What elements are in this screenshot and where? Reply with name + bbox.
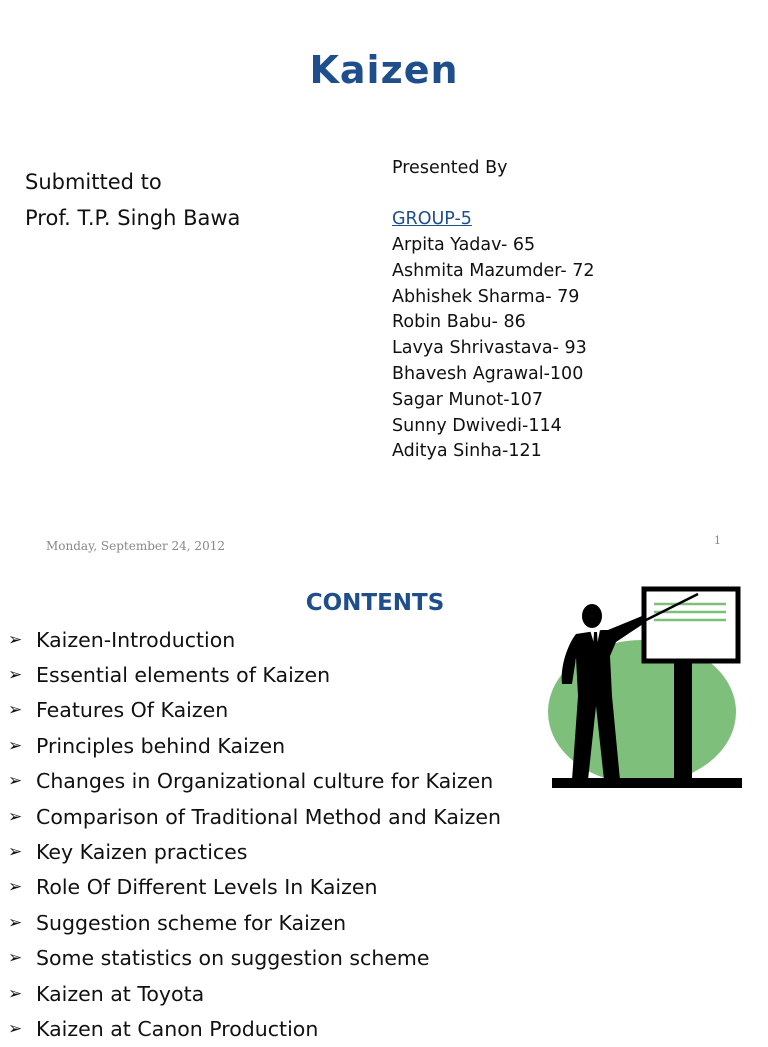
- list-item: [8, 870, 501, 905]
- list-item: [8, 728, 501, 763]
- list-item-text: Kaizen at Canon Production: [36, 1016, 319, 1041]
- list-item: [8, 905, 501, 940]
- list-item-text: Features Of Kaizen: [36, 698, 229, 723]
- list-item-text: Kaizen at Toyota: [36, 981, 205, 1006]
- list-item-text: Essential elements of Kaizen: [36, 663, 331, 688]
- presented-by-label: Presented By: [392, 158, 508, 178]
- member-item: Sunny Dwivedi-114: [392, 415, 562, 436]
- member-item: Abhishek Sharma- 79: [392, 286, 580, 307]
- arrow-bullet-icon: ➢: [8, 771, 23, 792]
- arrow-bullet-icon: ➢: [8, 700, 23, 721]
- list-item: [8, 834, 501, 869]
- list-item-text: Suggestion scheme for Kaizen: [36, 910, 347, 935]
- arrow-bullet-icon: ➢: [8, 806, 23, 827]
- member-item: Sagar Munot-107: [392, 389, 543, 410]
- member-item: Aditya Sinha-121: [392, 441, 542, 462]
- arrow-bullet-icon: ➢: [8, 877, 23, 898]
- professor-name: Prof. T.P. Singh Bawa: [25, 206, 241, 230]
- list-item: [8, 764, 501, 799]
- arrow-bullet-icon: ➢: [8, 665, 23, 686]
- contents-list: [8, 622, 501, 1047]
- arrow-bullet-icon: ➢: [8, 629, 23, 650]
- presenter-at-board-icon: [546, 586, 746, 796]
- list-item: [8, 941, 501, 976]
- submitted-to-label: Submitted to: [25, 170, 162, 194]
- slide-title: Kaizen: [309, 48, 459, 92]
- member-item: Robin Babu- 86: [392, 312, 526, 333]
- list-item: [8, 657, 501, 692]
- arrow-bullet-icon: ➢: [8, 842, 23, 863]
- arrow-bullet-icon: ➢: [8, 983, 23, 1004]
- member-item: Lavya Shrivastava- 93: [392, 338, 587, 359]
- member-list: [392, 233, 594, 465]
- footer-date: Monday, September 24, 2012: [46, 539, 225, 553]
- contents-title: CONTENTS: [305, 590, 445, 616]
- contents-slide: [0, 572, 768, 1041]
- arrow-bullet-icon: ➢: [8, 1018, 23, 1039]
- list-item: [8, 976, 501, 1011]
- list-item-text: Principles behind Kaizen: [36, 733, 286, 758]
- list-item: [8, 693, 501, 728]
- arrow-bullet-icon: ➢: [8, 735, 23, 756]
- submitted-to-block: [25, 164, 240, 236]
- arrow-bullet-icon: ➢: [8, 948, 23, 969]
- list-item-text: Role Of Different Levels In Kaizen: [36, 875, 378, 900]
- page-number: 1: [714, 534, 721, 547]
- list-item: [8, 799, 501, 834]
- list-item-text: Kaizen-Introduction: [36, 627, 236, 652]
- list-item: [8, 1011, 501, 1046]
- member-item: Ashmita Mazumder- 72: [392, 260, 595, 281]
- list-item-text: Key Kaizen practices: [36, 840, 248, 865]
- arrow-bullet-icon: ➢: [8, 912, 23, 933]
- group-link[interactable]: GROUP-5: [392, 209, 472, 229]
- member-item: Arpita Yadav- 65: [392, 235, 536, 255]
- member-item: Bhavesh Agrawal-100: [392, 363, 584, 384]
- list-item-text: Some statistics on suggestion scheme: [36, 946, 430, 971]
- list-item-text: Comparison of Traditional Method and Kaizen: [36, 804, 501, 829]
- list-item: [8, 622, 501, 657]
- list-item-text: Changes in Organizational culture for Kaizen: [36, 769, 494, 794]
